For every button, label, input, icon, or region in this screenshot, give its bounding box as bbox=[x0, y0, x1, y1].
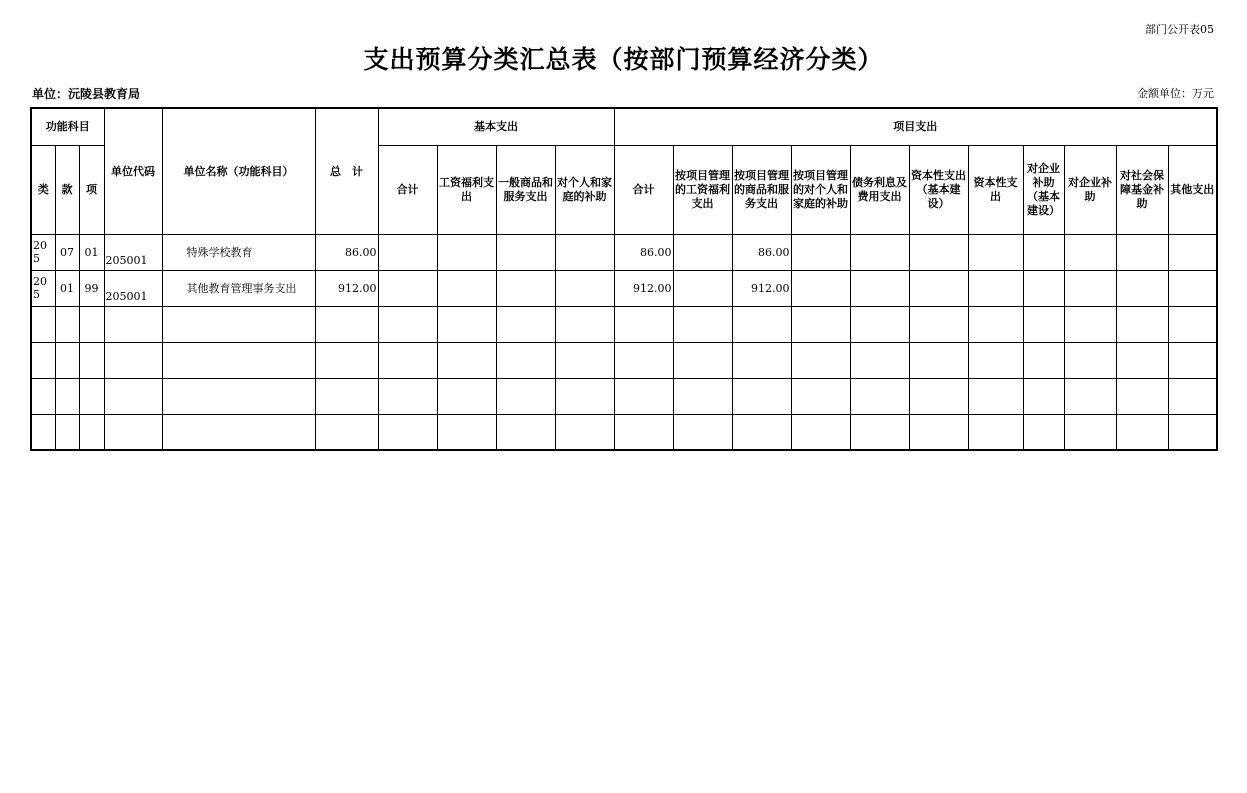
cell-proj-other bbox=[1168, 234, 1217, 270]
cell-proj-goods: 86.00 bbox=[732, 234, 791, 270]
cell-total: 86.00 bbox=[315, 234, 378, 270]
table-row bbox=[31, 234, 1217, 270]
cell-basic-total bbox=[378, 234, 437, 270]
header-total: 总 计 bbox=[315, 108, 378, 234]
form-number: 部门公开表05 bbox=[1145, 23, 1214, 36]
header-proj-goods: 按项目管理的商品和服务支出 bbox=[732, 145, 791, 234]
cell-basic-personal bbox=[555, 270, 614, 306]
cell-proj-other bbox=[1168, 270, 1217, 306]
cell-basic-salary bbox=[437, 234, 496, 270]
header-proj-social-security: 对社会保障基金补助 bbox=[1116, 145, 1168, 234]
cell-lei: 205 bbox=[31, 234, 55, 270]
cell-kuan: 07 bbox=[55, 234, 79, 270]
cell-proj-social-security bbox=[1116, 234, 1168, 270]
header-proj-capital: 资本性支出 bbox=[968, 145, 1023, 234]
cell-unit-name: 其他教育管理事务支出 bbox=[162, 270, 315, 306]
table-row-empty bbox=[31, 342, 1217, 378]
header-project-expense: 项目支出 bbox=[614, 108, 1217, 145]
cell-xiang: 01 bbox=[79, 234, 104, 270]
cell-proj-goods: 912.00 bbox=[732, 270, 791, 306]
cell-proj-enterprise-basic bbox=[1023, 270, 1064, 306]
cell-proj-capital-basic bbox=[909, 270, 968, 306]
header-unit-name: 单位名称（功能科目） bbox=[162, 108, 315, 234]
cell-proj-enterprise bbox=[1064, 270, 1116, 306]
cell-proj-debt bbox=[850, 234, 909, 270]
table-row-empty bbox=[31, 378, 1217, 414]
cell-proj-salary bbox=[673, 270, 732, 306]
header-proj-enterprise: 对企业补助 bbox=[1064, 145, 1116, 234]
table-row bbox=[31, 270, 1217, 306]
cell-proj-enterprise bbox=[1064, 234, 1116, 270]
header-proj-personal: 按项目管理的对个人和家庭的补助 bbox=[791, 145, 850, 234]
header-basic-salary: 工资福利支出 bbox=[437, 145, 496, 234]
cell-basic-goods bbox=[496, 234, 555, 270]
page-title: 支出预算分类汇总表（按部门预算经济分类） bbox=[363, 45, 884, 74]
header-basic-personal: 对个人和家庭的补助 bbox=[555, 145, 614, 234]
header-proj-other: 其他支出 bbox=[1168, 145, 1217, 234]
cell-proj-capital bbox=[968, 270, 1023, 306]
header-func-subject: 功能科目 bbox=[31, 108, 104, 145]
cell-kuan: 01 bbox=[55, 270, 79, 306]
cell-proj-personal bbox=[791, 270, 850, 306]
budget-table bbox=[30, 107, 1218, 451]
cell-xiang: 99 bbox=[79, 270, 104, 306]
cell-proj-total: 86.00 bbox=[614, 234, 673, 270]
table-row-empty bbox=[31, 306, 1217, 342]
cell-basic-total bbox=[378, 270, 437, 306]
cell-lei: 205 bbox=[31, 270, 55, 306]
cell-basic-personal bbox=[555, 234, 614, 270]
cell-total: 912.00 bbox=[315, 270, 378, 306]
cell-proj-capital bbox=[968, 234, 1023, 270]
header-basic-expense: 基本支出 bbox=[378, 108, 614, 145]
header-lei: 类 bbox=[31, 145, 55, 234]
cell-basic-goods bbox=[496, 270, 555, 306]
header-xiang: 项 bbox=[79, 145, 104, 234]
header-basic-goods: 一般商品和服务支出 bbox=[496, 145, 555, 234]
header-proj-capital-basic: 资本性支出（基本建设） bbox=[909, 145, 968, 234]
cell-proj-capital-basic bbox=[909, 234, 968, 270]
cell-proj-salary bbox=[673, 234, 732, 270]
cell-unit-code: 205001 bbox=[104, 234, 162, 270]
header-proj-salary: 按项目管理的工资福利支出 bbox=[673, 145, 732, 234]
header-basic-total: 合计 bbox=[378, 145, 437, 234]
unit-label: 单位：沅陵县教育局 bbox=[32, 87, 141, 101]
cell-unit-name: 特殊学校教育 bbox=[162, 234, 315, 270]
table-row-empty bbox=[31, 414, 1217, 450]
header-proj-total: 合计 bbox=[614, 145, 673, 234]
cell-basic-salary bbox=[437, 270, 496, 306]
cell-proj-social-security bbox=[1116, 270, 1168, 306]
cell-proj-debt bbox=[850, 270, 909, 306]
header-kuan: 款 bbox=[55, 145, 79, 234]
cell-proj-total: 912.00 bbox=[614, 270, 673, 306]
cell-unit-code: 205001 bbox=[104, 270, 162, 306]
header-unit-code: 单位代码 bbox=[104, 108, 162, 234]
header-proj-enterprise-basic: 对企业补助（基本建设） bbox=[1023, 145, 1064, 234]
cell-proj-personal bbox=[791, 234, 850, 270]
header-proj-debt: 债务利息及费用支出 bbox=[850, 145, 909, 234]
cell-proj-enterprise-basic bbox=[1023, 234, 1064, 270]
money-unit-label: 金额单位：万元 bbox=[1137, 87, 1214, 100]
